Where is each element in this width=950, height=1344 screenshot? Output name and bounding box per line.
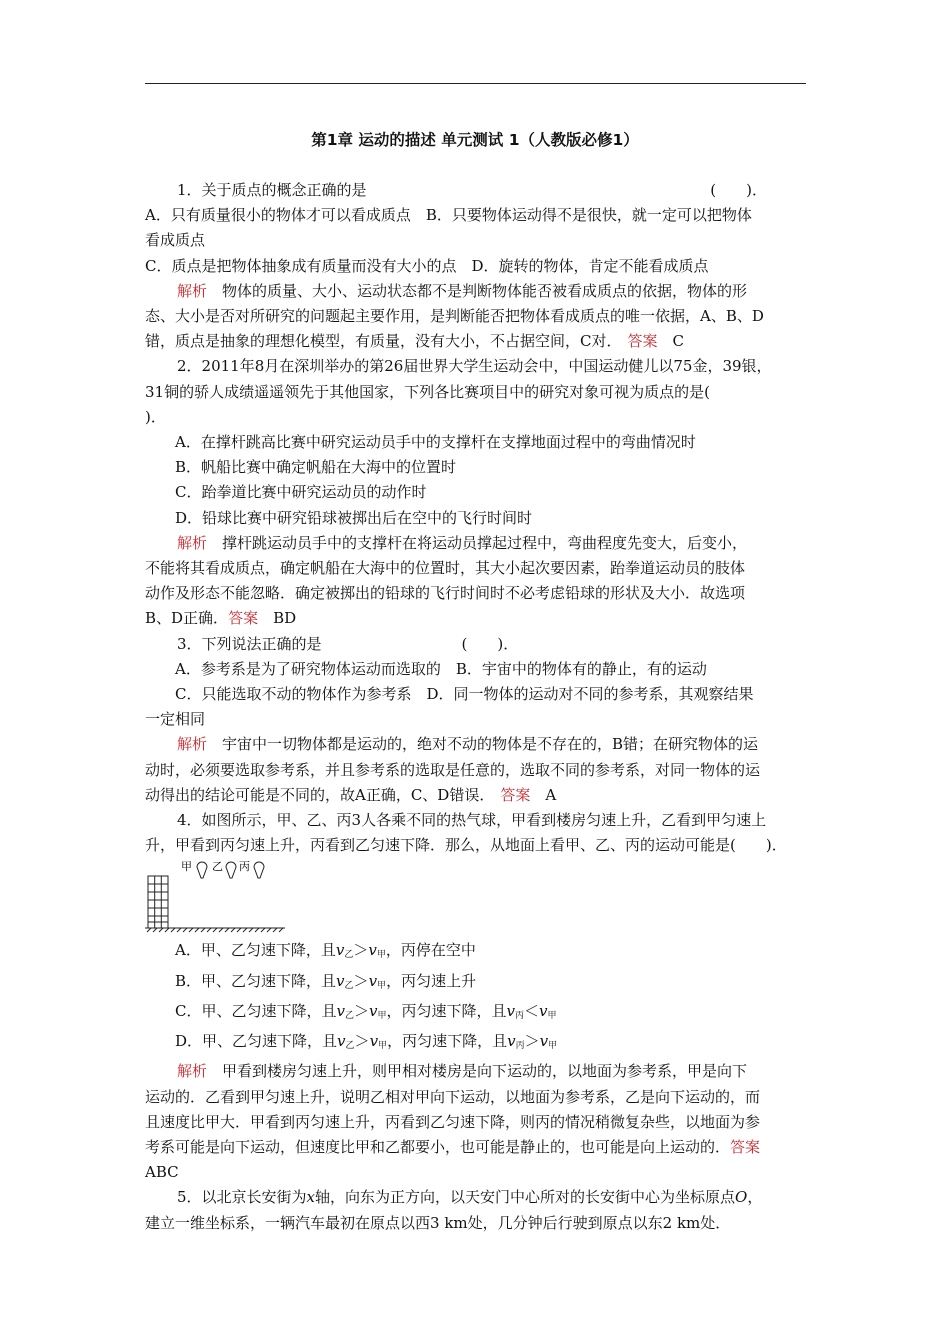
q3-stem: 3．下列说法正确的是 ( )．: [177, 634, 519, 653]
q4-analysis-line: 且速度比甲大．甲看到丙匀速上升，丙看到乙匀速下降，则丙的情况稍微复杂些，以地面为参: [145, 1112, 761, 1131]
analysis-label: 解析: [177, 735, 208, 754]
q3-answer: A: [530, 785, 557, 804]
q2-analysis-line: 动作及形态不能忽略．确定被掷出的铅球的飞行时间时不必考虑铅球的形状及大小．故选项: [145, 584, 746, 603]
q3-options-ab: A．参考系是为了研究物体运动而选取的 B．宇宙中的物体有的静止，有的运动: [175, 659, 707, 678]
q4-option-c: C．甲、乙匀速下降，且$v_乙>v_甲$，丙匀速下降，且$v_丙<v_甲$: [175, 1001, 557, 1021]
q2-option-c: C．跆拳道比赛中研究运动员的动作时: [175, 483, 427, 502]
q1-analysis-line: 态、大小是否对所研究的问题起主要作用，是判断能否把物体看成质点的唯一依据，A、B、D: [145, 307, 764, 326]
answer-label: 答案: [228, 609, 259, 628]
q2-analysis-line: B、D正确．答案 BD: [145, 609, 297, 628]
q4-option-d: D．甲、乙匀速下降，且$v_乙>v_甲$，丙匀速下降，且$v_丙>v_甲$: [175, 1032, 558, 1052]
q1-analysis-line: 错，质点是抽象的理想化模型，有质量，没有大小，不占据空间，C对． 答案 C: [145, 332, 684, 351]
building-icon: [148, 876, 168, 928]
analysis-label: 解析: [177, 281, 208, 300]
q4-option-b: B．甲、乙匀速下降，且$v_乙>v_甲$，丙匀速上升: [175, 971, 477, 991]
q1-options-cd: C．质点是把物体抽象成有质量而没有大小的点 D．旋转的物体，肯定不能看成质点: [145, 256, 709, 275]
analysis-label: 解析: [177, 533, 208, 552]
q2-analysis: 解析 撑杆跳运动员手中的支撑杆在将运动员撑起过程中，弯曲程度先变大，后变小，: [177, 533, 748, 552]
answer-label: 答案: [500, 785, 531, 804]
answer-label: 答案: [627, 332, 658, 351]
q3-analysis: 解析 宇宙中一切物体都是运动的，绝对不动的物体是不存在的，B错；在研究物体的运: [177, 735, 759, 754]
q5-stem: 5．以北京长安街为x轴，向东为正方向，以天安门中心所对的长安街中心为坐标原点O，: [177, 1188, 763, 1207]
q2-stem-line: )．: [145, 407, 166, 426]
balloon-label-bing: 丙: [239, 860, 250, 874]
q4-analysis-line: 考系可能是向下运动，但速度比甲和乙都要小，也可能是静止的，也可能是向上运动的．答案: [145, 1137, 761, 1156]
q4-analysis-line: 运动的．乙看到甲匀速上升，说明乙相对甲向下运动，以地面为参考系，乙是向下运动的，而: [145, 1087, 761, 1106]
q2-analysis-line: 不能将其看成质点，确定帆船在大海中的位置时，其大小起次要因素，跆拳道运动员的肢体: [145, 559, 746, 578]
balloon-icon: [197, 862, 264, 878]
q1-stem: 1．关于质点的概念正确的是 ( )．: [177, 181, 767, 199]
q4-stem-line: 升，甲看到丙匀速上升，丙看到乙匀速下降．那么，从地面上看甲、乙、丙的运动可能是( )．: [145, 836, 787, 855]
q2-stem: 2．2011年8月在深圳举办的第26届世界大学生运动会中，中国运动健儿以75金，39银，: [177, 357, 772, 376]
header-rule: [145, 83, 806, 84]
q2-option-b: B．帆船比赛中确定帆船在大海中的位置时: [175, 458, 457, 477]
balloon-label-jia: 甲: [181, 860, 192, 874]
document-body: [145, 178, 807, 1236]
balloon-diagram: [145, 858, 285, 938]
balloon-label-yi: 乙: [212, 860, 223, 874]
ground-line: [145, 928, 285, 932]
q3-analysis-line: 动时，必须要选取参考系，并且参考系的选取是任意的，选取不同的参考系，对同一物体的运: [145, 760, 761, 779]
q5-stem-line: 建立一维坐标系，一辆汽车最初在原点以西3 km处，几分钟后行驶到原点以东2 km处．: [145, 1213, 731, 1232]
q4-stem: 4．如图所示，甲、乙、丙3人各乘不同的热气球，甲看到楼房匀速上升，乙看到甲匀速上: [177, 811, 767, 830]
balloon-figure: [145, 858, 807, 938]
page-title: 第1章 运动的描述 单元测试 1（人教版必修1）: [311, 131, 639, 149]
q3-analysis-line: 动得出的结论可能是不同的，故A正确，C、D错误． 答案 A: [145, 785, 557, 804]
q2-stem-line: 31铜的骄人成绩遥遥领先于其他国家，下列各比赛项目中的研究对象可视为质点的是(: [145, 382, 710, 401]
q1-options-ab-cont: 看成质点: [145, 231, 206, 250]
q1-answer: C: [657, 332, 684, 351]
q3-options-cd-cont: 一定相同: [145, 710, 206, 729]
q2-option-d: D．铅球比赛中研究铅球被掷出后在空中的飞行时间时: [175, 508, 533, 527]
q4-answer: ABC: [145, 1163, 179, 1182]
q1-analysis: 解析 物体的质量、大小、运动状态都不是判断物体能否被看成质点的依据，物体的形: [177, 281, 748, 300]
q2-answer: BD: [258, 609, 297, 628]
q3-options-cd: C．只能选取不动的物体作为参考系 D．同一物体的运动对不同的参考系，其观察结果: [175, 685, 754, 704]
analysis-label: 解析: [177, 1062, 208, 1081]
q4-option-a: A．甲、乙匀速下降，且$v_乙>v_甲$，丙停在空中: [175, 941, 476, 961]
q1-options-ab: A．只有质量很小的物体才可以看成质点 B．只要物体运动得不是很快，就一定可以把物体: [145, 206, 752, 225]
q2-option-a: A．在撑杆跳高比赛中研究运动员手中的支撑杆在支撑地面过程中的弯曲情况时: [175, 433, 696, 452]
q4-analysis: 解析 甲看到楼房匀速上升，则甲相对楼房是向下运动的，以地面为参考系，甲是向下: [177, 1062, 748, 1081]
answer-label: 答案: [730, 1137, 761, 1156]
